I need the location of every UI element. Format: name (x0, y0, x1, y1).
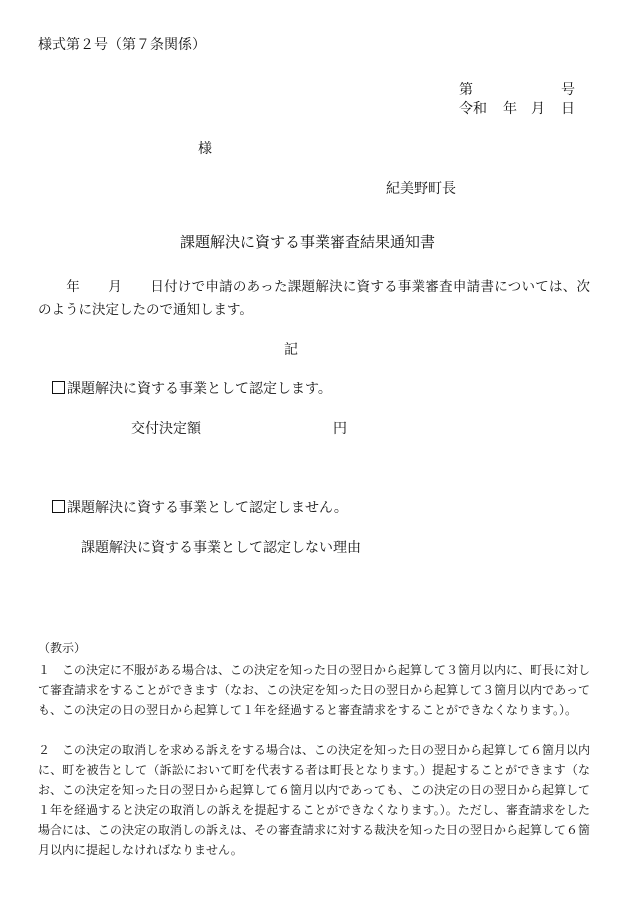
amount-unit: 円 (333, 421, 347, 437)
form-number: 様式第２号（第７条関係） (38, 37, 206, 53)
date-day: 日 (561, 101, 575, 117)
number-suffix: 号 (561, 82, 575, 98)
option1-row (52, 380, 332, 398)
instruction-item-2: ２ この決定の取消しを求める訴えをする場合は、この決定を知った日の翌日から起算して６箇月以内に、町を被告として（訴訟において町を代表する者は町長となります。）提起することができます（なお、この決定を知った日の翌日から起算して６箇月以内であっても、この決定の日の翌日から起算して１年を経過すると決定の取消しの訴えを提起することができなくなります。）。ただし、審査請求をした場合には、この決定の取消しの訴えは、その審査請求に対する裁決を知った日の翌日から起算して６箇月以内に提起しなければなりません。 (38, 743, 591, 857)
amount-label: 交付決定額 (131, 421, 201, 437)
intro-year: 年 (66, 279, 81, 295)
intro-paragraph (38, 276, 590, 322)
option2-row (52, 499, 348, 517)
option2-label: 課題解決に資する事業として認定しません。 (67, 500, 348, 516)
document-title: 課題解決に資する事業審査結果通知書 (180, 233, 436, 251)
reason-label: 課題解決に資する事業として認定しない理由 (81, 540, 361, 556)
date-month: 月 (531, 101, 545, 117)
option1-checkbox[interactable] (52, 381, 65, 394)
instruction-item-1: １ この決定に不服がある場合は、この決定を知った日の翌日から起算して３箇月以内に、町長に対して審査請求をすることができます（なお、この決定を知った日の翌日から起算して３箇月以内であっても、この決定の日の翌日から起算して１年を経過すると審査請求をすることができなくなります。）。 (38, 663, 591, 717)
addressee-suffix: 様 (198, 141, 212, 157)
ki-label: 記 (284, 342, 298, 358)
date-era: 令和 (459, 101, 487, 117)
intro-text: 日付けで申請のあった課題解決に資する事業審査申請書については、次のように決定したので通知します。 (38, 279, 591, 318)
option1-label: 課題解決に資する事業として認定します。 (67, 381, 332, 397)
issuer: 紀美野町長 (386, 181, 456, 197)
intro-month: 月 (108, 279, 123, 295)
option2-checkbox[interactable] (52, 500, 65, 513)
date-year: 年 (503, 101, 517, 117)
number-prefix: 第 (459, 82, 473, 98)
instructions-heading: （教示） (38, 641, 87, 655)
